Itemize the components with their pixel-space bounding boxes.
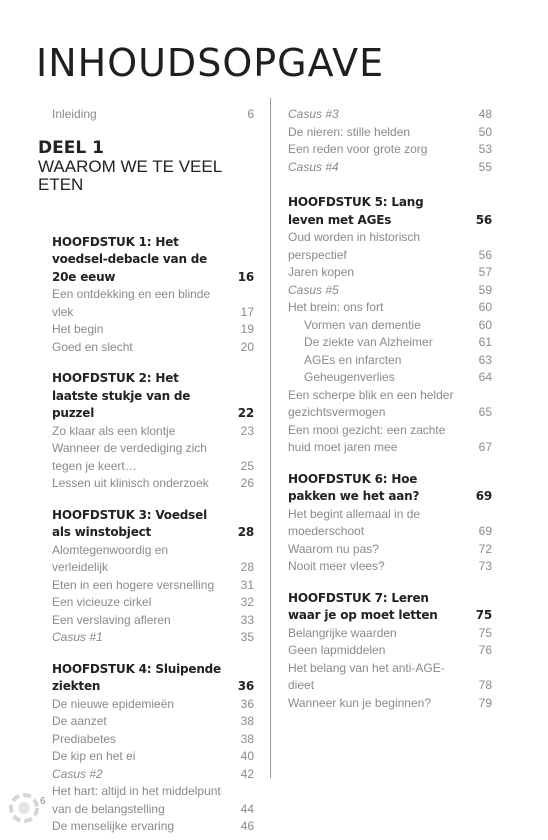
toc-entry [52,423,254,441]
toc-entry [52,321,254,339]
toc-entry-label: De menselijke ervaring [52,819,175,833]
toc-entry-label: Geheugenverlies [304,370,395,384]
toc-entry-page: 63 [478,352,492,367]
toc-entry [52,818,254,836]
toc-entry-label: Wanneer kun je beginnen? [288,695,431,710]
toc-left-column [52,106,254,836]
chapter-title: HOOFDSTUK 3: Voedsel als winstobject [52,507,207,539]
toc-entry-label: De nieren: stille helden [288,124,411,139]
toc-entry [52,612,254,630]
toc-entry-page: 48 [478,107,492,121]
toc-entry-label: Casus #2 [52,766,103,781]
toc-entry-label: Wanneer de verdediging zich tegen je keert… [52,441,207,473]
toc-right-column [288,106,492,712]
toc-entry-page: 79 [478,695,492,710]
toc-entry [52,696,254,714]
toc-entry-label: Een ontdekking en een blinde vlek [52,287,211,319]
toc-entry-label: Het hart: altijd in het middelpunt van de belangstelling [52,784,221,816]
page-number: 6 [40,796,46,807]
toc-entry-label: Vormen van dementie [304,317,421,332]
toc-entry [52,440,254,475]
toc-entry [288,558,492,576]
toc-entry [288,299,492,317]
toc-entry-page: 33 [240,612,254,627]
toc-entry-casus [288,106,492,124]
toc-entry-page: 75 [478,625,492,640]
toc-entry-label: Geen lapmiddelen [288,643,386,657]
page-title: INHOUDSOPGAVE [36,41,385,85]
chapter-page: 16 [237,269,254,284]
toc-entry [52,748,254,766]
chapter-heading-1 [52,234,254,287]
toc-entry [288,660,492,695]
toc-entry-label: Casus #1 [52,630,103,644]
toc-entry [288,625,492,643]
toc-entry [52,731,254,749]
chapter-page: 22 [237,406,254,420]
toc-entry-page: 25 [240,458,254,473]
toc-entry-label: De nieuwe epidemieën [52,696,175,711]
toc-entry-page: 60 [478,300,492,314]
toc-entry-page: 69 [478,524,492,538]
toc-entry-page: 38 [240,714,254,728]
toc-entry [52,783,254,818]
part-number: DEEL 1 [38,138,104,158]
toc-subentry [288,369,492,387]
toc-entry-label: Het brein: ons fort [288,300,384,314]
toc-entry-page: 42 [240,766,254,781]
toc-entry [52,339,254,357]
toc-entry-label: Het belang van het anti-AGE-dieet [288,660,445,692]
toc-entry-label: Het begin [52,322,104,336]
chapter-heading-5 [288,194,492,229]
toc-entry [288,141,492,159]
toc-entry [52,475,254,493]
toc-subentry [288,334,492,352]
toc-entry-label: Een scherpe blik en een helder gezichtsvermogen [288,387,454,419]
toc-entry [52,577,254,595]
chapter-title: HOOFDSTUK 6: Hoe pakken we het aan? [288,471,420,503]
chapter-heading-7 [288,590,492,625]
toc-entry-label: De aanzet [52,714,107,728]
toc-entry-page: 28 [240,560,254,574]
toc-entry-label: Het begint allemaal in de moederschoot [288,506,421,538]
chapter-heading-4 [52,661,254,696]
toc-entry-label: Een reden voor grote zorg [288,142,428,156]
toc-entry [288,264,492,282]
chapter-title: HOOFDSTUK 2: Het laatste stukje van de puzzel [52,371,191,420]
toc-entry-label: Jaren kopen [288,265,355,279]
toc-entry-page: 31 [240,577,254,592]
chapter-page: 56 [475,212,492,227]
toc-entry-page: 55 [478,159,492,174]
chapter-page: 75 [475,608,492,622]
toc-entry-label: De kip en het ei [52,749,136,763]
toc-entry-label: Casus #3 [288,107,339,121]
toc-entry-page: 35 [240,630,254,644]
column-divider [270,98,271,778]
chapter-title: HOOFDSTUK 5: Lang leven met AGEs [288,195,424,227]
toc-entry-label: Lessen uit klinisch onderzoek [52,476,209,490]
toc-entry-page: 40 [240,749,254,763]
toc-entry-label: Inleiding [52,107,97,121]
toc-entry-page: 6 [247,107,254,121]
toc-subentry [288,317,492,335]
toc-entry-page: 36 [240,696,254,711]
toc-entry-casus [288,282,492,300]
toc-entry-page: 61 [478,335,492,349]
toc-entry [288,229,492,264]
part-title: WAAROM WE TE VEEL ETEN [38,157,222,194]
toc-entry [288,541,492,559]
toc-entry [288,387,492,422]
toc-entry-page: 26 [240,476,254,490]
toc-entry-label: Casus #4 [288,159,339,174]
toc-entry-page: 78 [478,678,492,692]
toc-entry [288,642,492,660]
toc-entry-page: 50 [478,124,492,139]
toc-entry-page: 38 [240,731,254,746]
toc-entry-label: Een vicieuze cirkel [52,595,152,609]
chapter-page: 36 [237,679,254,693]
toc-entry-page: 64 [478,370,492,384]
toc-entry-label: Waarom nu pas? [288,541,379,556]
toc-entry-page: 76 [478,643,492,657]
toc-entry-intro [52,106,254,124]
toc-entry-casus [52,766,254,784]
toc-entry-label: Een verslaving afleren [52,612,171,627]
toc-entry-page: 57 [478,265,492,279]
toc-entry-label: Eten in een hogere versnelling [52,577,215,592]
toc-entry-label: Belangrijke waarden [288,625,397,640]
toc-entry-casus [52,629,254,647]
toc-subentry [288,352,492,370]
watermark-logo-icon [4,788,44,828]
toc-entry-label: AGEs en infarcten [304,352,402,367]
toc-entry-page: 56 [478,247,492,262]
toc-entry-label: Een mooi gezicht: een zachte huid moet jaren mee [288,422,446,454]
toc-entry-page: 72 [478,541,492,556]
chapter-title: HOOFDSTUK 1: Het voedsel-debacle van de 20e eeuw [52,234,208,284]
toc-entry-label: Oud worden in historisch perspectief [288,230,421,262]
chapter-page: 28 [237,525,254,539]
chapter-page: 69 [475,489,492,503]
toc-entry-label: Nooit meer vlees? [288,559,385,573]
chapter-title: HOOFDSTUK 7: Leren waar je op moet letten [288,590,438,622]
toc-entry-page: 67 [478,440,492,454]
toc-entry-page: 44 [240,801,254,816]
toc-entry-page: 19 [240,322,254,336]
chapter-heading-2 [52,370,254,423]
toc-entry [288,695,492,713]
toc-entry-page: 20 [240,339,254,354]
chapter-heading-6 [288,471,492,506]
chapter-heading-3 [52,507,254,542]
toc-entry-label: Zo klaar als een klontje [52,423,176,438]
toc-entry-page: 65 [478,405,492,419]
toc-entry-page: 23 [240,423,254,438]
toc-entry [288,124,492,142]
toc-entry-page: 32 [240,595,254,609]
toc-entry [52,286,254,321]
toc-entry-page: 46 [240,819,254,833]
toc-entry [52,713,254,731]
toc-entry-label: Goed en slecht [52,339,133,354]
toc-entry-casus [288,159,492,177]
toc-entry [52,594,254,612]
toc-entry-page: 73 [478,559,492,573]
chapter-title: HOOFDSTUK 4: Sluipende ziekten [52,661,221,693]
toc-entry-page: 59 [478,282,492,297]
toc-entry-page: 53 [478,142,492,156]
toc-entry [52,542,254,577]
toc-entry [288,422,492,457]
toc-entry [288,506,492,541]
toc-entry-label: Alomtegenwoordig en verleidelijk [52,542,169,574]
toc-entry-label: Casus #5 [288,282,339,297]
toc-entry-page: 17 [240,304,254,319]
toc-entry-label: Prediabetes [52,731,117,746]
toc-entry-page: 60 [478,317,492,332]
part-heading [38,138,238,194]
toc-entry-label: De ziekte van Alzheimer [304,335,433,349]
